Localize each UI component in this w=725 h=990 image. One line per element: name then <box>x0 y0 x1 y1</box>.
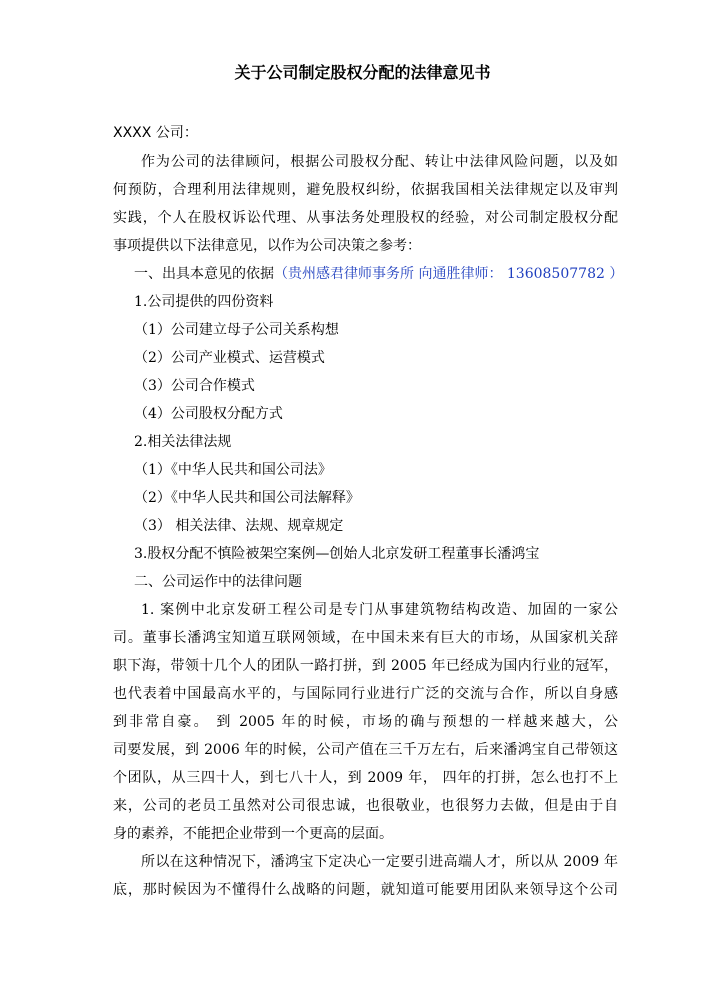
para2-line: 所以在这种情况下，潘鸿宝下定决心一定要引进高端人才，所以从 2009 年 <box>141 854 618 870</box>
item2-heading: 2.相关法律法规 <box>134 434 232 450</box>
para1-line: 来，公司的老员工虽然对公司很忠诚，也很敬业，也很努力去做，但是由于自 <box>113 798 618 814</box>
para1-line: 身的素养，不能把企业带到一个更高的层面。 <box>113 826 393 842</box>
item2-list-item: （1）《中华人民共和国公司法》 <box>134 462 332 478</box>
para1-line: 司要发展，到 2006 年的时候，公司产值在三千万左右，后来潘鸿宝自己带领这 <box>113 742 618 758</box>
section1-heading-row <box>134 265 623 283</box>
item1-list-item: （4）公司股权分配方式 <box>134 406 283 422</box>
section1-contact: （贵州感君律师事务所 向通胜律师： 13608507782 ） <box>274 266 624 282</box>
item2-list-item: （2）《中华人民共和国公司法解释》 <box>134 490 360 506</box>
para2-line: 底，那时候因为不懂得什么战略的问题，就知道可能要用团队来领导这个公司 <box>113 882 618 898</box>
intro-line-1: 作为公司的法律顾问，根据公司股权分配、转让中法律风险问题，以及如 <box>141 154 618 170</box>
para1-line: 也代表着中国最高水平的，与国际同行业进行广泛的交流与合作，所以自身感 <box>113 686 618 702</box>
intro-line-3: 实践，个人在股权诉讼代理、从事法务处理股权的经验，对公司制定股权分配 <box>113 210 618 226</box>
item1-list-item: （3）公司合作模式 <box>134 378 255 394</box>
salutation: XXXX 公司： <box>113 125 198 141</box>
para1-line: 到非常自豪。 到 2005 年的时候，市场的确与预想的一样越来越大，公 <box>113 714 618 730</box>
para1-line: 职下海，带领十几个人的团队一路打拼，到 2005 年已经成为国内行业的冠军， <box>113 658 618 674</box>
item1-list-item: （2）公司产业模式、运营模式 <box>134 350 325 366</box>
item1-heading: 1.公司提供的四份资料 <box>134 294 274 310</box>
section2-heading: 二、公司运作中的法律问题 <box>134 574 302 590</box>
para1-line: 个团队，从三四十人，到七八十人，到 2009 年， 四年的打拼，怎么也打不上 <box>113 770 618 786</box>
item2-list-item: （3） 相关法律、法规、规章规定 <box>134 518 344 534</box>
para1-line: 司。董事长潘鸿宝知道互联网领域，在中国未来有巨大的市场，从国家机关辞 <box>113 630 618 646</box>
item1-list-item: （1）公司建立母子公司关系构想 <box>134 322 339 338</box>
intro-line-2: 何预防，合理利用法律规则，避免股权纠纷，依据我国相关法律规定以及审判 <box>113 182 618 198</box>
para1-line: 1. 案例中北京发研工程公司是专门从事建筑物结构改造、加固的一家公 <box>141 602 618 618</box>
item3-heading: 3.股权分配不慎险被架空案例—创始人北京发研工程董事长潘鸿宝 <box>134 546 540 562</box>
document-title: 关于公司制定股权分配的法律意见书 <box>234 63 491 82</box>
section1-heading: 一、出具本意见的依据 <box>134 266 274 282</box>
intro-line-4: 事项提供以下法律意见，以作为公司决策之参考： <box>113 238 421 254</box>
